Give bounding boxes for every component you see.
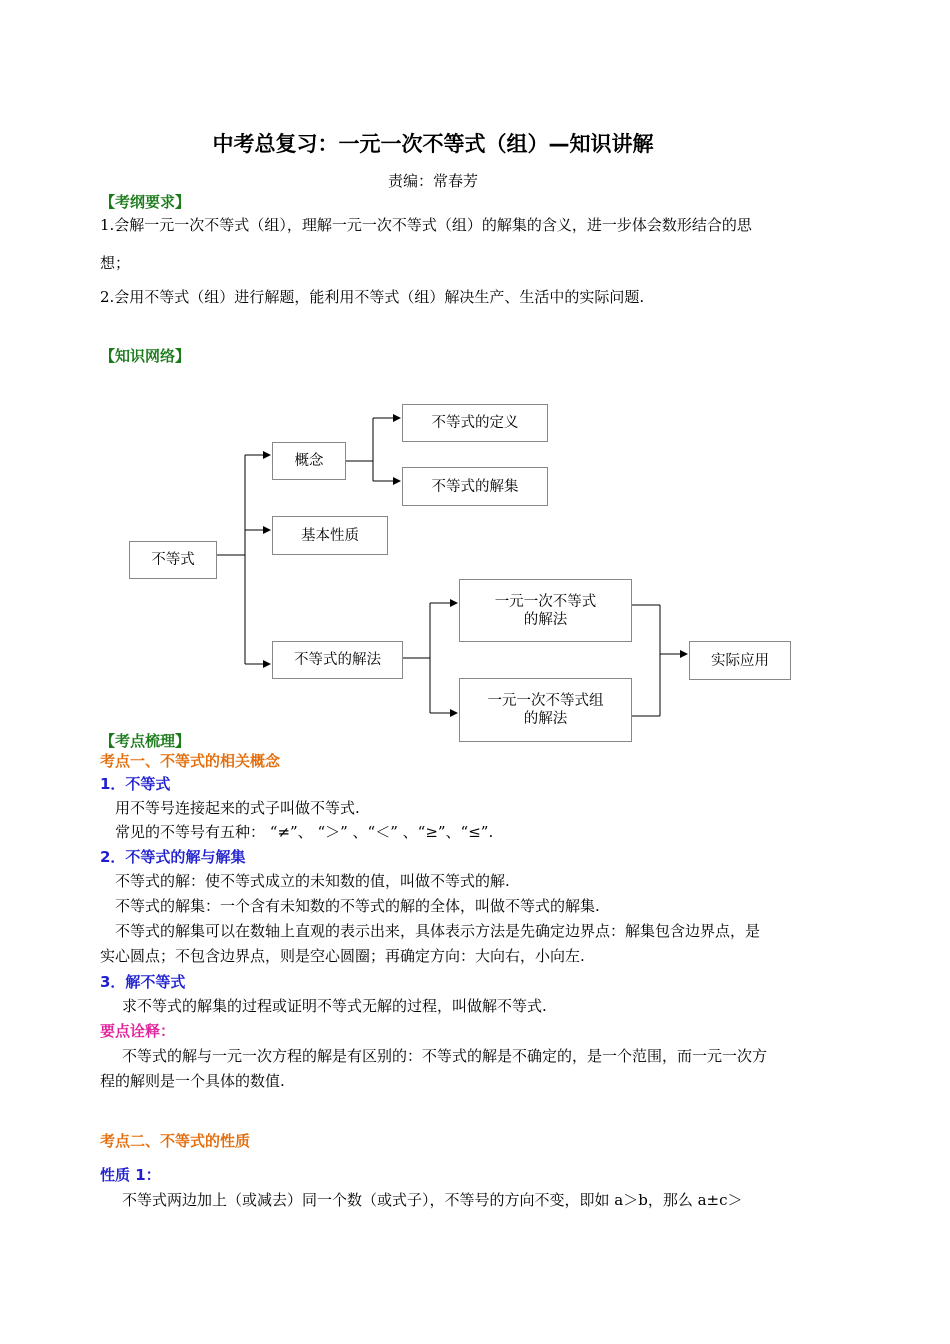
node-solving — [272, 641, 403, 679]
syllabus-item-2: 2.会用不等式（组）进行解题，能利用不等式（组）解决生产、生活中的实际问题. — [100, 288, 645, 306]
kp1-s2-line2: 不等式的解集：一个含有未知数的不等式的解的全体，叫做不等式的解集. — [115, 897, 600, 915]
node-linear-solving-line2: 的解法 — [523, 611, 568, 628]
node-linear-solving — [459, 579, 632, 642]
kp1-s3-title: 3．解不等式 — [100, 973, 186, 991]
page-title: 中考总复习：一元一次不等式（组）—知识讲解 — [212, 132, 654, 156]
node-basic-property — [272, 516, 388, 555]
node-application — [689, 641, 791, 680]
section-network: 【知识网络】 — [100, 347, 191, 365]
node-inequality-label: 不等式 — [151, 552, 195, 568]
section-review: 【考点梳理】 — [100, 732, 191, 750]
kp1-s2-line4: 实心圆点；不包含边界点，则是空心圆圈；再确定方向：大向右，小向左. — [100, 947, 585, 965]
node-linear-solving-line1: 一元一次不等式 — [494, 593, 597, 610]
kp1-s1-line1: 用不等号连接起来的式子叫做不等式. — [115, 799, 360, 817]
syllabus-item-1-cont: 想； — [100, 254, 131, 272]
node-solving-label: 不等式的解法 — [294, 652, 381, 668]
kp1-s2-line1: 不等式的解：使不等式成立的未知数的值，叫做不等式的解. — [115, 872, 510, 890]
tip-line1: 不等式的解与一元一次方程的解是有区别的：不等式的解是不确定的，是一个范围，而一元一次方 — [122, 1047, 768, 1065]
node-definition — [402, 404, 548, 442]
tip-line2: 程的解则是一个具体的数值. — [100, 1072, 285, 1090]
tip-title: 要点诠释： — [100, 1022, 176, 1040]
node-basic-property-label: 基本性质 — [301, 527, 359, 544]
node-system-solving-line1: 一元一次不等式组 — [487, 693, 604, 709]
node-solution-set-label: 不等式的解集 — [431, 478, 519, 495]
syllabus-item-1: 1.会解一元一次不等式（组），理解一元一次不等式（组）的解集的含义，进一步体会数形结合的思 — [100, 216, 752, 234]
kp2-heading: 考点二、不等式的性质 — [100, 1132, 251, 1150]
author-line: 责编：常春芳 — [387, 172, 478, 190]
node-concept-label: 概念 — [294, 453, 324, 469]
kp1-s2-title: 2．不等式的解与解集 — [100, 848, 246, 866]
kp1-s2-line3: 不等式的解集可以在数轴上直观的表示出来，具体表示方法是先确定边界点：解集包含边界点，是 — [115, 922, 761, 940]
kp2-p1-line1: 不等式两边加上（或减去）同一个数（或式子），不等号的方向不变，即如 a＞b，那么 a±c＞ — [122, 1191, 743, 1209]
node-system-solving-line2: 的解法 — [523, 711, 568, 727]
node-concept — [272, 442, 346, 480]
kp1-heading: 考点一、不等式的相关概念 — [100, 752, 281, 770]
node-inequality — [129, 541, 217, 579]
kp1-s1-title: 1．不等式 — [100, 775, 171, 793]
node-application-label: 实际应用 — [711, 652, 769, 669]
section-syllabus: 【考纲要求】 — [100, 193, 191, 211]
node-solution-set — [402, 467, 548, 506]
kp2-p1-title: 性质 1： — [100, 1166, 161, 1184]
kp1-s1-line2: 常见的不等号有五种： “≠”、 “＞” 、“＜” 、“≥”、“≤”. — [115, 823, 494, 841]
kp1-s3-line1: 求不等式的解集的过程或证明不等式无解的过程，叫做解不等式. — [122, 997, 547, 1015]
node-system-solving — [459, 678, 632, 742]
node-definition-label: 不等式的定义 — [431, 415, 519, 431]
